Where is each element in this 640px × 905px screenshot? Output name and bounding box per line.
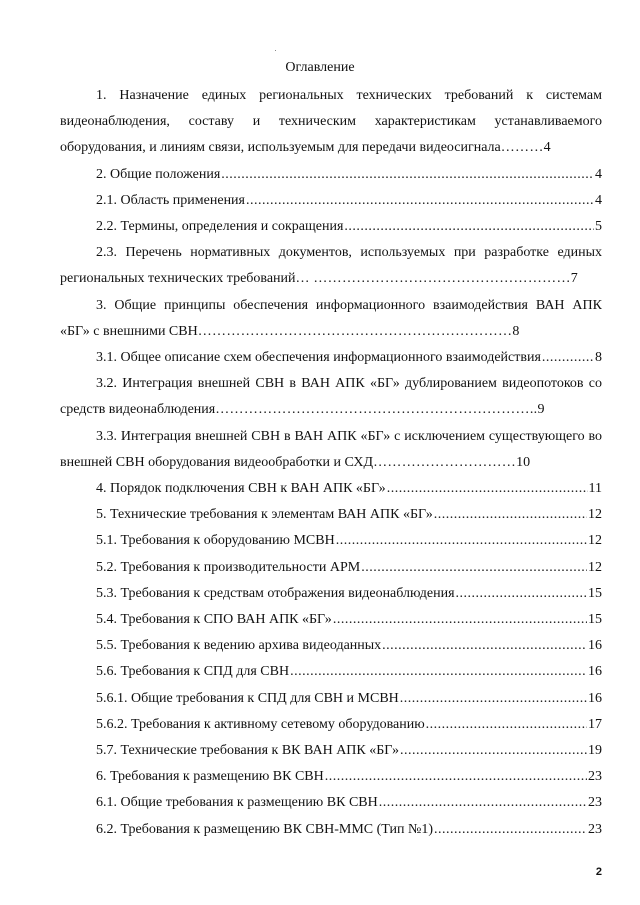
toc-page-number: 10 [516,454,531,470]
toc-entry-3 [60,293,602,345]
toc-entry-5-6 [60,659,602,685]
toc-page-number: 12 [588,507,602,523]
toc-leader [542,345,594,371]
toc-entry-5-5 [60,633,602,659]
toc-entry-2-2 [60,214,602,240]
toc-leader [434,502,587,528]
toc-entry-2-1 [60,188,602,214]
toc-leader [426,712,587,738]
toc-page-number: 19 [588,743,602,759]
toc-leader [387,476,588,502]
toc-entry-text: 2.3. Перечень нормативных документов, используемых при разработке единых региональных технических требований… [60,245,602,287]
toc-title: Оглавление [285,60,355,75]
toc-entry-6-2 [60,817,602,843]
toc-entry-label: 5.6. Требования к СПД для СВН [96,664,290,680]
toc-page-number: 8 [595,350,602,366]
toc-leader: ……………………………………………… [309,271,571,287]
toc-leader: ………………………………………………………… [197,323,513,339]
toc-page-number: 23 [588,769,602,785]
toc-entry-label: 5.1. Требования к оборудованию МСВН [96,533,335,549]
toc-page-number: 15 [588,612,602,628]
toc-leader [400,738,587,764]
toc-entry-label: 5.4. Требования к СПО ВАН АПК «БГ» [96,612,332,628]
toc-entry-3-1 [60,345,602,371]
toc-entry-label: 5.7. Технические требования к ВК ВАН АПК «БГ» [96,743,400,759]
scan-speck [275,50,276,51]
toc-leader [361,555,587,581]
toc-page-number: 16 [588,664,602,680]
toc-entry-5-2 [60,555,602,581]
toc-entry-5-6-1 [60,686,602,712]
toc-page-number: 8 [512,323,520,339]
toc-leader [325,764,587,790]
toc-page-number: 15 [588,585,602,601]
toc-leader: ……… [500,140,544,156]
toc-page-number: 4 [595,192,602,208]
toc-entry-text: 3. Общие принципы обеспечения информационного взаимодействия ВАН АПК «БГ» с внешними СВН [60,297,602,339]
toc-entry-text: 3.3. Интеграция внешней СВН в ВАН АПК «БГ» с исключением существующего во внешней СВН оборудования видеообработки и СХД [60,428,602,470]
toc-leader [290,659,587,685]
toc-entry-label: 6. Требования к размещению ВК СВН [96,769,324,785]
toc-entry-text: 1. Назначение единых региональных технических требований к системам видеонаблюдения, составу и техническим характеристикам устанавливаемого оборудования, и линиям связи, используемым для передачи видеосигнала [60,88,602,156]
toc-page-number: 16 [588,638,602,654]
toc-entry-label: 2.2. Термины, определения и сокращения [96,219,344,235]
toc-entry-2-3 [60,240,602,292]
toc-entry-1 [60,83,602,162]
toc-entry-4 [60,476,602,502]
toc-page-number: 12 [588,559,602,575]
page-number: 2 [595,866,602,878]
toc-entry-5-4 [60,607,602,633]
toc-page-number: 16 [588,690,602,706]
toc-page-number: 7 [570,271,578,287]
toc-entry-label: 5.3. Требования к средствам отображения видеонаблюдения [96,585,455,601]
toc-entry-label: 3.1. Общее описание схем обеспечения информационного взаимодействия [96,350,541,366]
toc-page-number: 23 [588,795,602,811]
toc-page-number: 5 [595,219,602,235]
toc-leader: ………………………… [373,454,517,470]
toc-entry-label: 4. Порядок подключения СВН к ВАН АПК «БГ» [96,481,386,497]
toc-leader [456,581,587,607]
table-of-contents [60,83,602,843]
toc-page-number: 12 [588,533,602,549]
toc-entry-5-1 [60,528,602,554]
toc-leader [434,817,587,843]
toc-entry-label: 5.5. Требования к ведению архива видеоданных [96,638,382,654]
toc-entry-6-1 [60,790,602,816]
toc-entry-3-2 [60,371,602,423]
toc-leader [400,686,587,712]
toc-entry-label: 5.2. Требования к производительности АРМ [96,559,361,575]
toc-entry-label: 6.1. Общие требования к размещению ВК СВН [96,795,378,811]
toc-entry-5-3 [60,581,602,607]
toc-entry-text: 3.2. Интеграция внешней СВН в ВАН АПК «БГ» дублированием видеопотоков со средств видеонаблюдения [60,376,602,418]
toc-page-number: 11 [588,481,602,497]
toc-page-number: 4 [595,166,602,182]
toc-entry-label: 2.1. Область применения [96,192,245,208]
toc-leader [333,607,587,633]
toc-page-number: 23 [588,821,602,837]
toc-entry-label: 2. Общие положения [96,166,221,182]
toc-entry-label: 6.2. Требования к размещению ВК СВН-ММС (Тип №1) [96,821,434,837]
toc-entry-5-7 [60,738,602,764]
toc-entry-3-3 [60,424,602,476]
toc-leader [246,188,594,214]
toc-leader [379,790,587,816]
toc-entry-label: 5.6.1. Общие требования к СПД для СВН и МСВН [96,690,399,706]
toc-page-number: 9 [537,402,545,418]
toc-entry-6 [60,764,602,790]
toc-entry-5 [60,502,602,528]
toc-leader [382,633,587,659]
toc-entry-label: 5. Технические требования к элементам ВАН АПК «БГ» [96,507,433,523]
toc-entry-5-6-2 [60,712,602,738]
toc-page-number: 17 [588,716,602,732]
toc-leader: ………………………………………………………….. [215,402,538,418]
toc-leader [221,162,594,188]
toc-entry-2 [60,162,602,188]
toc-entry-label: 5.6.2. Требования к активному сетевому оборудованию [96,716,425,732]
toc-leader [344,214,594,240]
toc-page-number: 4 [543,140,551,156]
toc-leader [336,528,587,554]
